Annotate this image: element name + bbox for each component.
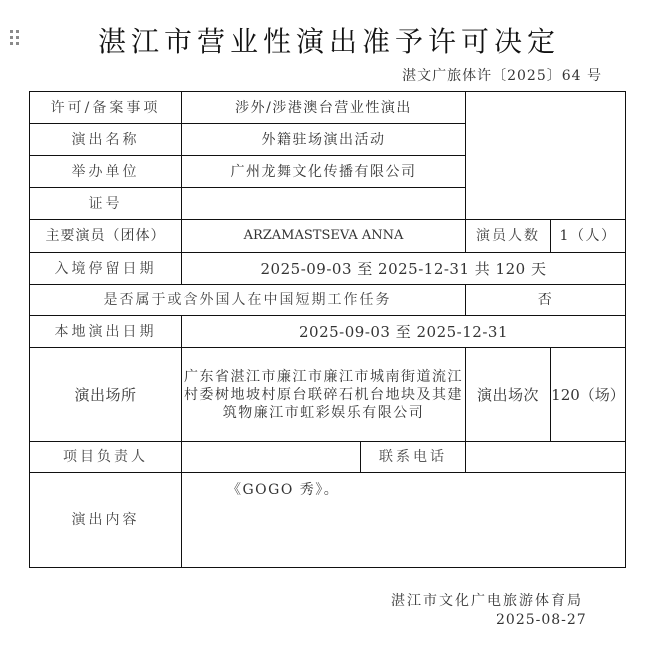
short-term-work-value: 否: [466, 285, 626, 316]
table-row: [30, 473, 626, 568]
issuing-authority: 湛江市文化广电旅游体育局: [391, 593, 583, 609]
permit-item-label: 许可/备案事项: [30, 92, 182, 124]
performer-count-label: 演员人数: [466, 220, 551, 253]
contact-phone-label: 联系电话: [361, 442, 466, 473]
project-lead-label: 项目负责人: [30, 442, 182, 473]
performer-count-value: 1（人）: [551, 220, 626, 253]
table-row: [30, 92, 626, 124]
project-lead-value: [182, 442, 361, 473]
table-row: [30, 253, 626, 285]
document-number: 湛文广旅体许〔2025〕64 号: [402, 68, 602, 84]
table-row: [30, 442, 626, 473]
document-title: 湛江市营业性演出准予许可决定: [97, 25, 560, 58]
cert-no-value: [182, 188, 466, 220]
show-name-label: 演出名称: [30, 124, 182, 156]
short-term-work-label: 是否属于或含外国人在中国短期工作任务: [30, 285, 466, 316]
table-row: [30, 220, 626, 253]
local-dates-label: 本地演出日期: [30, 316, 182, 348]
show-sessions-label: 演出场次: [466, 348, 551, 442]
stay-period-value: 2025-09-03 至 2025-12-31 共 120 天: [182, 253, 626, 285]
show-sessions-value: 120（场）: [551, 348, 626, 442]
organizer-label: 举办单位: [30, 156, 182, 188]
contact-phone-value: [466, 442, 626, 473]
permit-form-table: [29, 91, 626, 568]
blank-cell: [466, 92, 626, 220]
venue-label: 演出场所: [30, 348, 182, 442]
stay-period-label: 入境停留日期: [30, 253, 182, 285]
main-performer-value: ARZAMASTSEVA ANNA: [182, 220, 466, 253]
show-name-value: 外籍驻场演出活动: [182, 124, 466, 156]
local-dates-value: 2025-09-03 至 2025-12-31: [182, 316, 626, 348]
show-content-value: 《GOGO 秀》。: [182, 473, 626, 568]
permit-item-value: 涉外/涉港澳台营业性演出: [182, 92, 466, 124]
table-row: [30, 316, 626, 348]
cert-no-label: 证号: [30, 188, 182, 220]
issue-date: 2025-08-27: [496, 612, 587, 628]
venue-value: 广东省湛江市廉江市廉江市城南街道流江村委树地坡村原台联碎石机台地块及其建筑物廉江市虹彩娱乐有限公司: [182, 348, 466, 442]
organizer-value: 广州龙舞文化传播有限公司: [182, 156, 466, 188]
main-performer-label: 主要演员（团体）: [30, 220, 182, 253]
table-row: [30, 285, 626, 316]
show-content-label: 演出内容: [30, 473, 182, 568]
table-row: [30, 348, 626, 442]
